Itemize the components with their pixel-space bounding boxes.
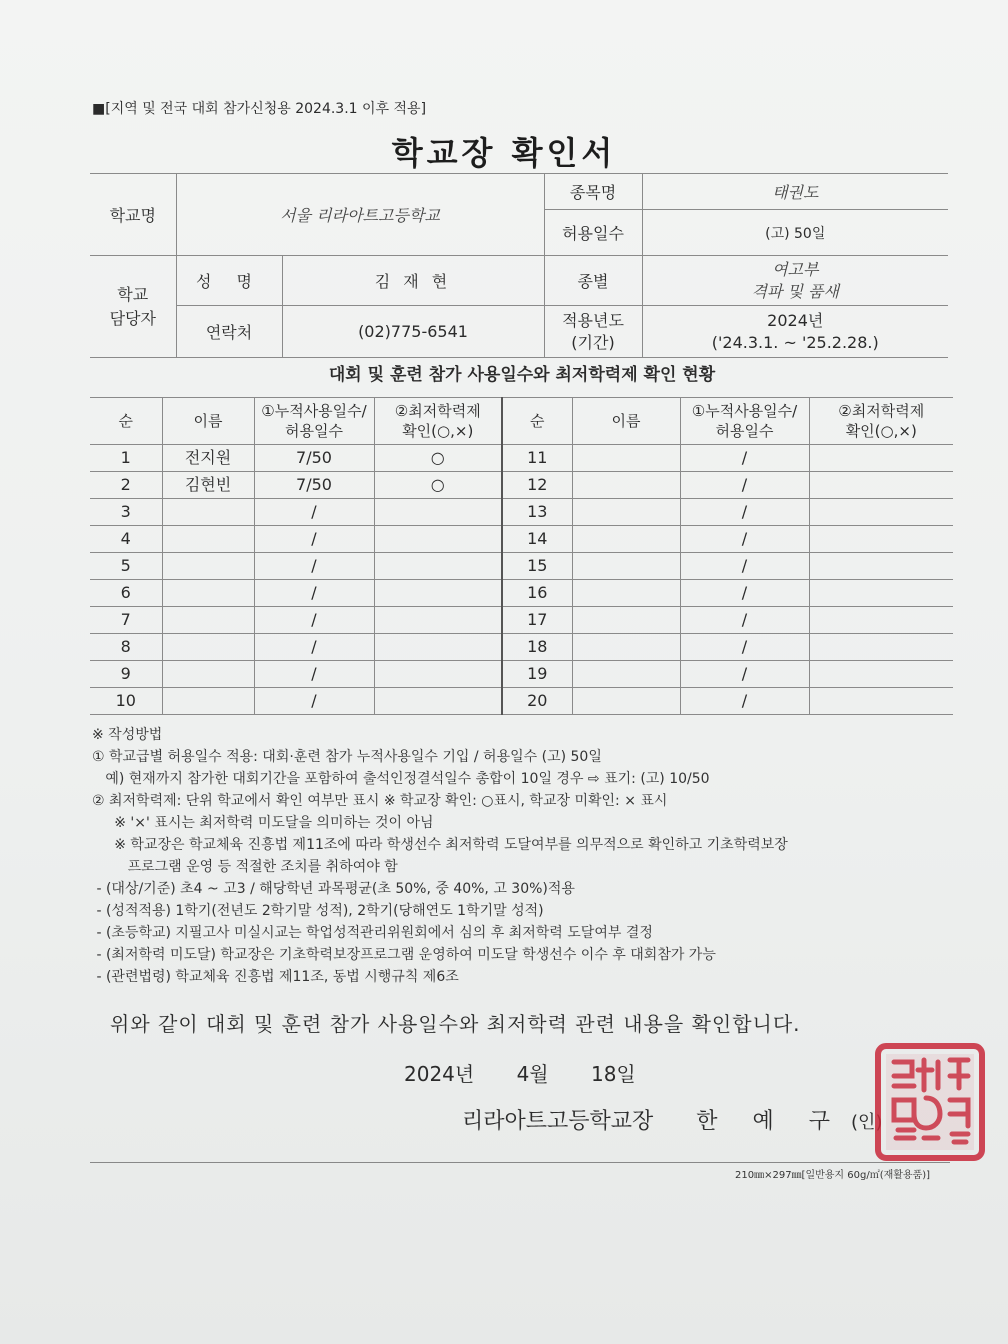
row-days: /	[254, 661, 374, 688]
row-num: 19	[502, 661, 572, 688]
row-check	[374, 553, 502, 580]
school-label: 학교명	[90, 174, 176, 256]
instruction-line: 프로그램 운영 등 적절한 조치를 취하여야 함	[92, 859, 398, 875]
row-name	[162, 607, 254, 634]
principal-signature	[462, 1104, 882, 1135]
header-check-right	[809, 398, 953, 445]
row-days: /	[680, 526, 809, 553]
participation-table	[90, 397, 953, 715]
header-days-line2: 허용일수	[285, 422, 343, 440]
row-num: 3	[90, 499, 162, 526]
row-name	[572, 661, 680, 688]
header-num-right: 순	[502, 398, 572, 445]
header-num: 순	[90, 398, 162, 445]
instruction-line: - (관련법령) 학교체육 진흥법 제11조, 동법 시행규칙 제6조	[92, 969, 459, 985]
row-check	[809, 688, 953, 715]
row-name	[162, 688, 254, 715]
type-value-line2: 격파 및 품새	[751, 281, 839, 301]
row-check	[374, 499, 502, 526]
row-check	[809, 553, 953, 580]
allowed-days-value: (고) 50일	[642, 210, 948, 256]
school-seal-icon	[872, 1040, 988, 1164]
row-num: 7	[90, 607, 162, 634]
row-check	[809, 472, 953, 499]
document-title: 학교장 확인서	[391, 134, 617, 172]
row-check: ○	[374, 445, 502, 472]
row-days: /	[254, 526, 374, 553]
school-info-table	[90, 173, 948, 358]
instruction-line: - (최저학력 미도달) 학교장은 기초학력보장프로그램 운영하여 미도달 학생선수 이수 후 대회참가 가능	[92, 947, 716, 963]
instruction-line: - (성적적용) 1학기(전년도 2학기말 성적), 2학기(당해연도 1학기말 성적)	[92, 903, 544, 919]
confirmation-statement: 위와 같이 대회 및 훈련 참가 사용일수와 최저학력 관련 내용을 확인합니다.	[110, 1012, 801, 1036]
row-check	[809, 526, 953, 553]
instruction-line: 예) 현재까지 참가한 대회기간을 포함하여 출석인정결석일수 총합이 10일 경우 ⇨ 표기: (고) 10/50	[92, 771, 710, 787]
row-name	[162, 661, 254, 688]
type-value	[642, 256, 948, 306]
table-row	[90, 661, 953, 688]
school-value: 서울 리라아트고등학교	[176, 174, 544, 256]
row-num: 2	[90, 472, 162, 499]
row-days: 7/50	[254, 445, 374, 472]
row-name: 김현빈	[162, 472, 254, 499]
row-days: /	[680, 688, 809, 715]
row-check	[809, 445, 953, 472]
row-check	[374, 607, 502, 634]
row-name	[572, 580, 680, 607]
row-days: /	[680, 634, 809, 661]
manager-label	[90, 256, 176, 358]
header-days-right	[680, 398, 809, 445]
row-name	[162, 580, 254, 607]
year-label-line2: (기간)	[571, 332, 615, 352]
row-num: 5	[90, 553, 162, 580]
instruction-line: ※ 작성방법	[92, 727, 163, 743]
row-days: /	[680, 553, 809, 580]
year-label-line1: 적용년도	[562, 310, 624, 330]
row-days: 7/50	[254, 472, 374, 499]
row-name	[572, 688, 680, 715]
row-check: ○	[374, 472, 502, 499]
date-year: 2024년	[404, 1062, 475, 1086]
row-days: /	[680, 472, 809, 499]
instruction-line: - (대상/기준) 초4 ~ 고3 / 해당학년 과목평균(초 50%, 중 40%, 고 30%)적용	[92, 881, 575, 897]
instruction-line: ※ 학교장은 학교체육 진흥법 제11조에 따라 학생선수 최저학력 도달여부를 의무적으로 확인하고 기초학력보장	[92, 837, 788, 853]
row-name	[572, 607, 680, 634]
row-num: 12	[502, 472, 572, 499]
year-value-line1: 2024년	[767, 310, 824, 330]
header-days	[254, 398, 374, 445]
row-check	[809, 661, 953, 688]
seal-mark: (인)	[851, 1112, 883, 1133]
row-check	[374, 526, 502, 553]
header-days-line1: ①누적사용일수/	[261, 402, 367, 420]
row-num: 16	[502, 580, 572, 607]
row-name	[572, 472, 680, 499]
table-row	[90, 607, 953, 634]
manager-label-line2: 담당자	[109, 308, 156, 328]
name-value: 김 재 현	[282, 256, 544, 306]
table-row	[90, 580, 953, 607]
event-label: 종목명	[544, 174, 642, 210]
row-check	[374, 634, 502, 661]
row-name	[572, 634, 680, 661]
row-days: /	[254, 499, 374, 526]
footer-rule	[90, 1162, 950, 1163]
instruction-line: ② 최저학력제: 단위 학교에서 확인 여부만 표시 ※ 학교장 확인: ○표시, 학교장 미확인: × 표시	[92, 793, 668, 809]
row-num: 20	[502, 688, 572, 715]
event-value: 태권도	[642, 174, 948, 210]
row-name	[572, 553, 680, 580]
row-check	[809, 634, 953, 661]
row-num: 13	[502, 499, 572, 526]
row-num: 18	[502, 634, 572, 661]
type-value-line1: 여고부	[772, 259, 819, 279]
date-month: 4월	[516, 1062, 549, 1086]
row-name	[572, 445, 680, 472]
paper-spec: 210㎜×297㎜[일반용지 60g/㎡(재활용품)]	[735, 1170, 931, 1181]
type-label: 종별	[544, 256, 642, 306]
year-value	[642, 306, 948, 358]
row-days: /	[254, 607, 374, 634]
instructions	[92, 724, 788, 988]
header-name-right: 이름	[572, 398, 680, 445]
row-days: /	[680, 580, 809, 607]
principal-name: 한 예 구	[696, 1109, 845, 1134]
row-name	[572, 526, 680, 553]
row-name	[162, 553, 254, 580]
row-num: 8	[90, 634, 162, 661]
instruction-line: ※ '×' 표시는 최저학력 미도달을 의미하는 것이 아님	[92, 815, 434, 831]
row-days: /	[254, 580, 374, 607]
table-row	[90, 526, 953, 553]
row-num: 14	[502, 526, 572, 553]
period-value: ('24.3.1. ~ '25.2.28.)	[711, 332, 879, 352]
table-row	[90, 553, 953, 580]
header-check-right-line1: ②최저학력제	[838, 402, 925, 420]
header-check-right-line2: 확인(○,×)	[845, 422, 917, 440]
header-check	[374, 398, 502, 445]
row-num: 17	[502, 607, 572, 634]
row-num: 15	[502, 553, 572, 580]
row-check	[374, 688, 502, 715]
header-check-line2: 확인(○,×)	[402, 422, 474, 440]
row-name	[162, 526, 254, 553]
row-check	[374, 661, 502, 688]
row-name	[162, 499, 254, 526]
table-row	[90, 634, 953, 661]
manager-label-line1: 학교	[117, 284, 149, 304]
allowed-days-label: 허용일수	[544, 210, 642, 256]
row-check	[809, 607, 953, 634]
year-label	[544, 306, 642, 358]
row-days: /	[680, 499, 809, 526]
row-days: /	[680, 661, 809, 688]
row-name	[572, 499, 680, 526]
form-usage-note: ■[지역 및 전국 대회 참가신청용 2024.3.1 이후 적용]	[92, 101, 427, 117]
row-check	[374, 580, 502, 607]
header-days-right-line2: 허용일수	[715, 422, 774, 440]
issue-date	[404, 1058, 672, 1087]
row-days: /	[680, 445, 809, 472]
row-num: 10	[90, 688, 162, 715]
row-days: /	[680, 607, 809, 634]
row-name: 전지원	[162, 445, 254, 472]
table-row	[90, 499, 953, 526]
row-check	[809, 580, 953, 607]
row-check	[809, 499, 953, 526]
row-days: /	[254, 688, 374, 715]
name-label: 성 명	[176, 256, 282, 306]
status-title: 대회 및 훈련 참가 사용일수와 최저학력제 확인 현황	[328, 365, 716, 385]
row-days: /	[254, 553, 374, 580]
row-name	[162, 634, 254, 661]
header-check-line1: ②최저학력제	[394, 402, 481, 420]
row-num: 11	[502, 445, 572, 472]
row-num: 1	[90, 445, 162, 472]
instruction-line: ① 학교급별 허용일수 적용: 대회·훈련 참가 누적사용일수 기입 / 허용일수 (고) 50일	[92, 749, 602, 765]
table-row	[90, 472, 953, 499]
row-num: 9	[90, 661, 162, 688]
row-num: 6	[90, 580, 162, 607]
table-row	[90, 445, 953, 472]
row-days: /	[254, 634, 374, 661]
principal-title: 리라아트고등학교장	[462, 1109, 654, 1134]
contact-label: 연락처	[176, 306, 282, 358]
header-name: 이름	[162, 398, 254, 445]
header-days-right-line1: ①누적사용일수/	[691, 402, 798, 420]
row-num: 4	[90, 526, 162, 553]
date-day: 18일	[590, 1062, 636, 1086]
contact-value: (02)775-6541	[282, 306, 544, 358]
instruction-line: - (초등학교) 지필고사 미실시교는 학업성적관리위원회에서 심의 후 최저학력 도달여부 결정	[92, 925, 653, 941]
table-row	[90, 688, 953, 715]
